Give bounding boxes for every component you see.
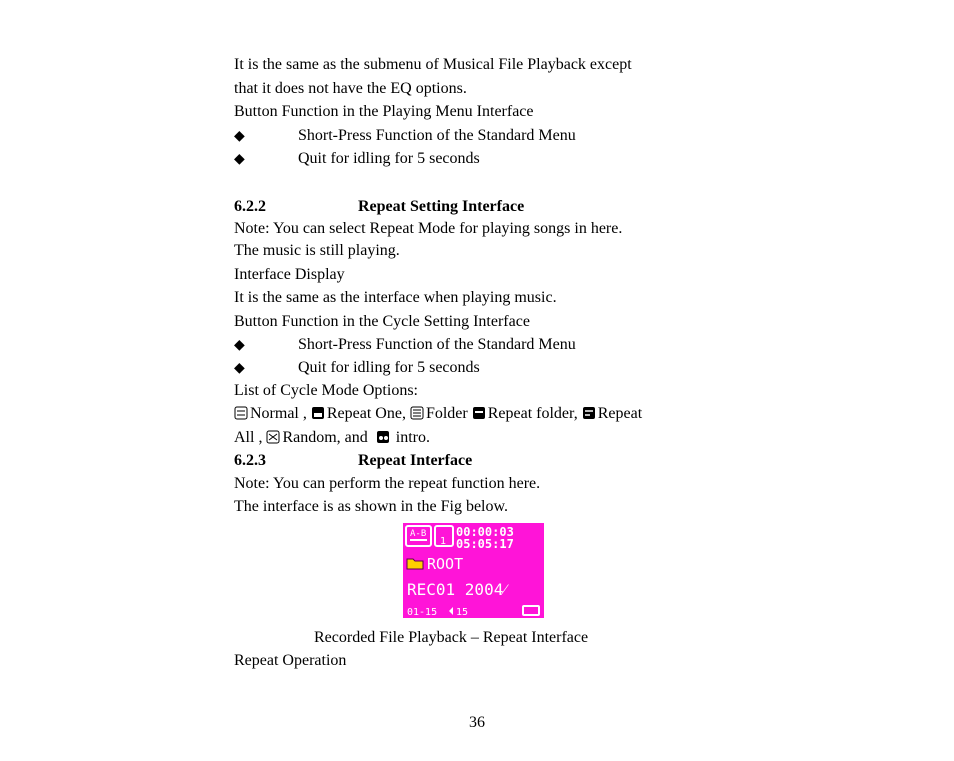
paragraph-line: that it does not have the EQ options.: [234, 80, 467, 97]
device-screen-figure: [403, 523, 544, 618]
note-line: The music is still playing.: [234, 242, 400, 259]
ab-label: A-B: [410, 529, 427, 539]
bullet-item: [234, 358, 480, 379]
paragraph-line: Button Function in the Playing Menu Interface: [234, 103, 534, 120]
folder-mode-icon: [410, 406, 424, 420]
paragraph-line: Interface Display: [234, 266, 345, 283]
paragraph-line: List of Cycle Mode Options:: [234, 382, 418, 399]
bullet-text: Short-Press Function of the Standard Menu: [298, 336, 576, 353]
diamond-bullet-icon: ◆: [234, 361, 245, 376]
mode-repeat-folder-label: Repeat folder,: [487, 405, 578, 422]
mode-random-label: Random, and: [282, 429, 368, 446]
repeat-one-icon: [311, 406, 325, 420]
diamond-bullet-icon: ◆: [234, 152, 245, 167]
section-title: Repeat Setting Interface: [358, 198, 525, 215]
paragraph-line: The interface is as shown in the Fig below.: [234, 498, 509, 515]
paragraph-line: It is the same as the submenu of Musical File Playback except: [234, 56, 632, 73]
bullet-text: Quit for idling for 5 seconds: [298, 359, 480, 376]
section-number: 6.2.2: [234, 198, 266, 215]
normal-mode-icon: [234, 406, 248, 420]
intro-mode-icon: [376, 430, 390, 444]
mode-intro-label: intro.: [395, 429, 430, 446]
note-line: Note: You can perform the repeat function here.: [234, 475, 541, 492]
paragraph-line: Button Function in the Cycle Setting Interface: [234, 313, 530, 330]
volume-level: 15: [456, 607, 469, 618]
figure-caption: Recorded File Playback – Repeat Interface: [314, 629, 589, 646]
repeat-all-icon: [582, 406, 596, 420]
folder-icon: [407, 559, 423, 569]
file-name: REC01 2004⁄: [407, 580, 506, 599]
paragraph-line: Repeat Operation: [234, 652, 347, 669]
mode-folder-label: Folder: [425, 405, 468, 422]
track-counter: 01-15: [407, 607, 438, 618]
random-mode-icon: [266, 430, 280, 444]
note-line: Note: You can select Repeat Mode for playing songs in here.: [234, 220, 623, 237]
mode-digit: 1: [440, 536, 447, 547]
section-number: 6.2.3: [234, 452, 266, 469]
bullet-item: [234, 335, 576, 356]
mode-repeat-one-label: Repeat One,: [326, 405, 406, 422]
folder-name: ROOT: [427, 555, 464, 573]
mode-repeat-all-label: Repeat: [597, 405, 643, 422]
diamond-bullet-icon: ◆: [234, 129, 245, 144]
section-heading-6-2-2: [234, 197, 524, 217]
section-title: Repeat Interface: [358, 452, 473, 469]
mode-normal-label: Normal ,: [250, 405, 307, 422]
mode-repeat-all-label-cont: All ,: [234, 429, 263, 446]
section-heading-6-2-3: [234, 451, 472, 471]
page-number: 36: [469, 714, 485, 731]
mode-list-line: [234, 428, 430, 448]
bullet-text: Short-Press Function of the Standard Menu: [298, 127, 576, 144]
device-screen-svg: [403, 523, 544, 618]
total-time: 05:05:17: [456, 537, 514, 551]
diamond-bullet-icon: ◆: [234, 338, 245, 353]
elapsed-time: 00:00:03: [456, 525, 514, 539]
mode-list-line: [234, 404, 642, 424]
repeat-folder-icon: [472, 406, 486, 420]
bullet-item: [234, 126, 576, 147]
bullet-item: [234, 149, 480, 170]
paragraph-line: It is the same as the interface when playing music.: [234, 289, 557, 306]
bullet-text: Quit for idling for 5 seconds: [298, 150, 480, 167]
